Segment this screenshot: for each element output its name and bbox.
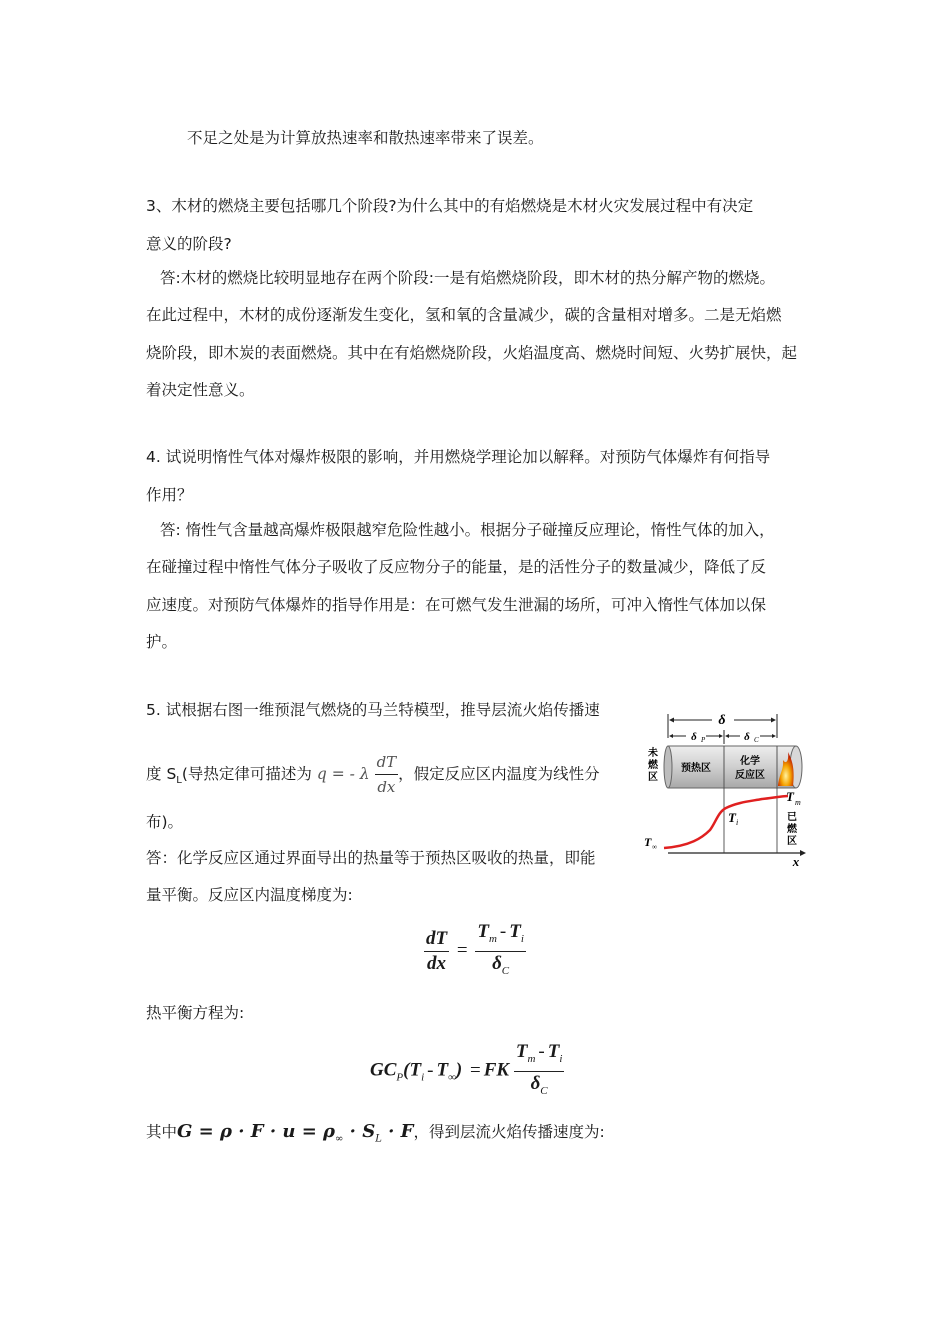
burned-label: 已 [787, 812, 797, 823]
subscript: P [396, 1071, 404, 1084]
where-line [146, 1122, 605, 1150]
arrow-head [772, 734, 776, 738]
burned-label: 区 [787, 836, 797, 847]
question-5-line-2 [146, 752, 600, 797]
answer-5-line-2: 量平衡。反应区内温度梯度为: [146, 886, 353, 904]
minus-sign: - [499, 921, 507, 942]
arrow-head [725, 734, 729, 738]
fraction-temperature-difference [475, 922, 526, 981]
answer-4-line-3: 应速度。对预防气体爆炸的指导作用是：在可燃气发生泄漏的场所，可冲入惰性气体加以保 [146, 596, 767, 614]
symbol-paren-T: (T [403, 1059, 422, 1081]
subscript: ∞ [448, 1071, 456, 1084]
answer-3-line-4: 着决定性意义。 [146, 381, 255, 399]
mallard-model-figure [640, 708, 812, 870]
delta-c-label: δ [744, 731, 750, 743]
arrow-head [800, 850, 806, 856]
minus-sign: - [427, 1059, 434, 1081]
ti-subscript: i [736, 818, 739, 827]
minus-sign: - [538, 1041, 545, 1062]
close-paren: ) [455, 1059, 463, 1081]
subscript-L: L [176, 775, 182, 787]
text-fragment: ，得到层流火焰传播速度为: [413, 1123, 605, 1141]
answer-4-line-4: 护。 [146, 633, 178, 651]
arrow-head [669, 718, 674, 723]
answer-3-line-2: 在此过程中，木材的成份逐渐发生变化，氢和氧的含量减少，碳的含量相对增多。二是无焰燃 [146, 306, 782, 324]
tm-subscript: m [795, 798, 801, 807]
text-fragment: 其中 [146, 1123, 178, 1141]
fraction-denominator [529, 1072, 550, 1101]
symbol-T: T [547, 1041, 560, 1062]
subscript: m [488, 932, 497, 945]
t-infinity-label: T [644, 835, 652, 849]
answer-3-line-3: 烧阶段，即木炭的表面燃烧。其中在有焰燃烧阶段，火焰温度高、燃烧时间短、火势扩展快，起 [146, 344, 798, 362]
text-fragment: ，假定反应区内温度为线性分 [398, 765, 600, 783]
reaction-zone-label-1: 化学 [740, 756, 760, 767]
unburned-label: 区 [648, 772, 658, 783]
fraction-denominator: dx [427, 952, 447, 974]
fourier-fraction [375, 752, 399, 797]
temperature-curve [664, 796, 788, 848]
question-3-line-1: 3、木材的燃烧主要包括哪几个阶段?为什么其中的有焰燃烧是木材火灾发展过程中有决定 [146, 197, 754, 215]
answer-4-line-2: 在碰撞过程中惰性气体分子吸收了反应物分子的能量，是的活性分子的数量减少，降低了反 [146, 558, 767, 576]
heat-balance-label: 热平衡方程为: [146, 1004, 245, 1022]
reaction-zone-label-2: 反应区 [735, 770, 765, 781]
equals-sign: = [470, 1059, 481, 1081]
text-fragment: 度 [146, 765, 167, 783]
equation-heat-balance [370, 1042, 564, 1101]
delta-p-subscript: P [701, 736, 706, 744]
answer-4-line-1: 答: 惰性气含量越高爆炸极限越窄危险性越小。根据分子碰撞反应理论，惰性气体的加入， [160, 521, 775, 539]
subscript: ∞ [335, 1133, 344, 1145]
x-axis-label: x [792, 854, 800, 869]
unburned-label: 未 [648, 748, 658, 759]
subscript: L [375, 1133, 382, 1145]
fraction-numerator: dT [375, 752, 399, 775]
mass-flow-expression [177, 1121, 414, 1145]
symbol-GC: GC [370, 1059, 397, 1081]
fourier-lhs: q = - λ [316, 765, 370, 783]
answer-5-line-1: 答：化学反应区通过界面导出的热量等于预热区吸收的热量，即能 [146, 849, 596, 867]
text-line: 不足之处是为计算放热速率和散热速率带来了误差。 [187, 129, 544, 147]
symbol-delta: δ [530, 1072, 541, 1094]
symbol-T: T [436, 1059, 449, 1081]
ti-label: T [728, 810, 736, 825]
preheat-zone-label: 预热区 [681, 763, 711, 774]
tube-left-end [664, 746, 672, 788]
subscript: i [421, 1071, 425, 1084]
equation-temperature-gradient [424, 922, 526, 981]
fraction-numerator: dT [424, 929, 449, 952]
expression-part: · F [388, 1121, 414, 1142]
burned-label: 燃 [787, 824, 797, 835]
delta-p-label: δ [691, 731, 697, 743]
delta-c-subscript: C [754, 736, 759, 744]
tm-label: T [786, 789, 794, 804]
question-5-line-3: 布)。 [146, 813, 184, 831]
t-infinity-subscript: ∞ [652, 843, 657, 851]
equals-sign: = [456, 939, 468, 961]
fraction-temperature-difference [514, 1042, 565, 1101]
symbol-T: T [509, 921, 521, 942]
subscript: m [527, 1052, 536, 1065]
fraction-dTdx [424, 929, 449, 974]
question-5-line-1: 5. 试根据右图一维预混气燃烧的马兰特模型，推导层流火焰传播速 [146, 701, 600, 719]
fraction-numerator [514, 1042, 565, 1072]
question-4-line-2: 作用？ [146, 486, 193, 504]
arrow-head [771, 718, 776, 723]
arrow-head [719, 734, 723, 738]
unburned-label: 燃 [648, 760, 658, 771]
subscript: C [501, 964, 510, 977]
subscript: i [520, 932, 524, 945]
subscript: i [559, 1052, 563, 1065]
symbol-delta: δ [492, 952, 502, 974]
answer-3-line-1: 答:木材的燃烧比较明显地存在两个阶段:一是有焰燃烧阶段，即木材的热分解产物的燃烧。 [160, 269, 775, 287]
symbol-FK: FK [483, 1059, 510, 1081]
symbol-T: T [515, 1041, 528, 1062]
symbol-T: T [477, 921, 489, 942]
expression-part: G = ρ · F · u = ρ [177, 1121, 336, 1142]
question-3-line-2: 意义的阶段? [146, 235, 232, 253]
subscript: C [540, 1084, 548, 1097]
fraction-denominator [490, 952, 511, 981]
symbol-S: S [166, 765, 177, 783]
fraction-denominator: dx [377, 778, 396, 796]
delta-label: δ [718, 713, 726, 728]
fraction-numerator [475, 922, 526, 952]
expression-part: · S [349, 1121, 376, 1142]
text-fragment: (导热定律可描述为 [181, 765, 312, 783]
question-4-line-1: 4. 试说明惰性气体对爆炸极限的影响，并用燃烧学理论加以解释。对预防气体爆炸有何指导 [146, 448, 771, 466]
arrow-head [669, 734, 673, 738]
